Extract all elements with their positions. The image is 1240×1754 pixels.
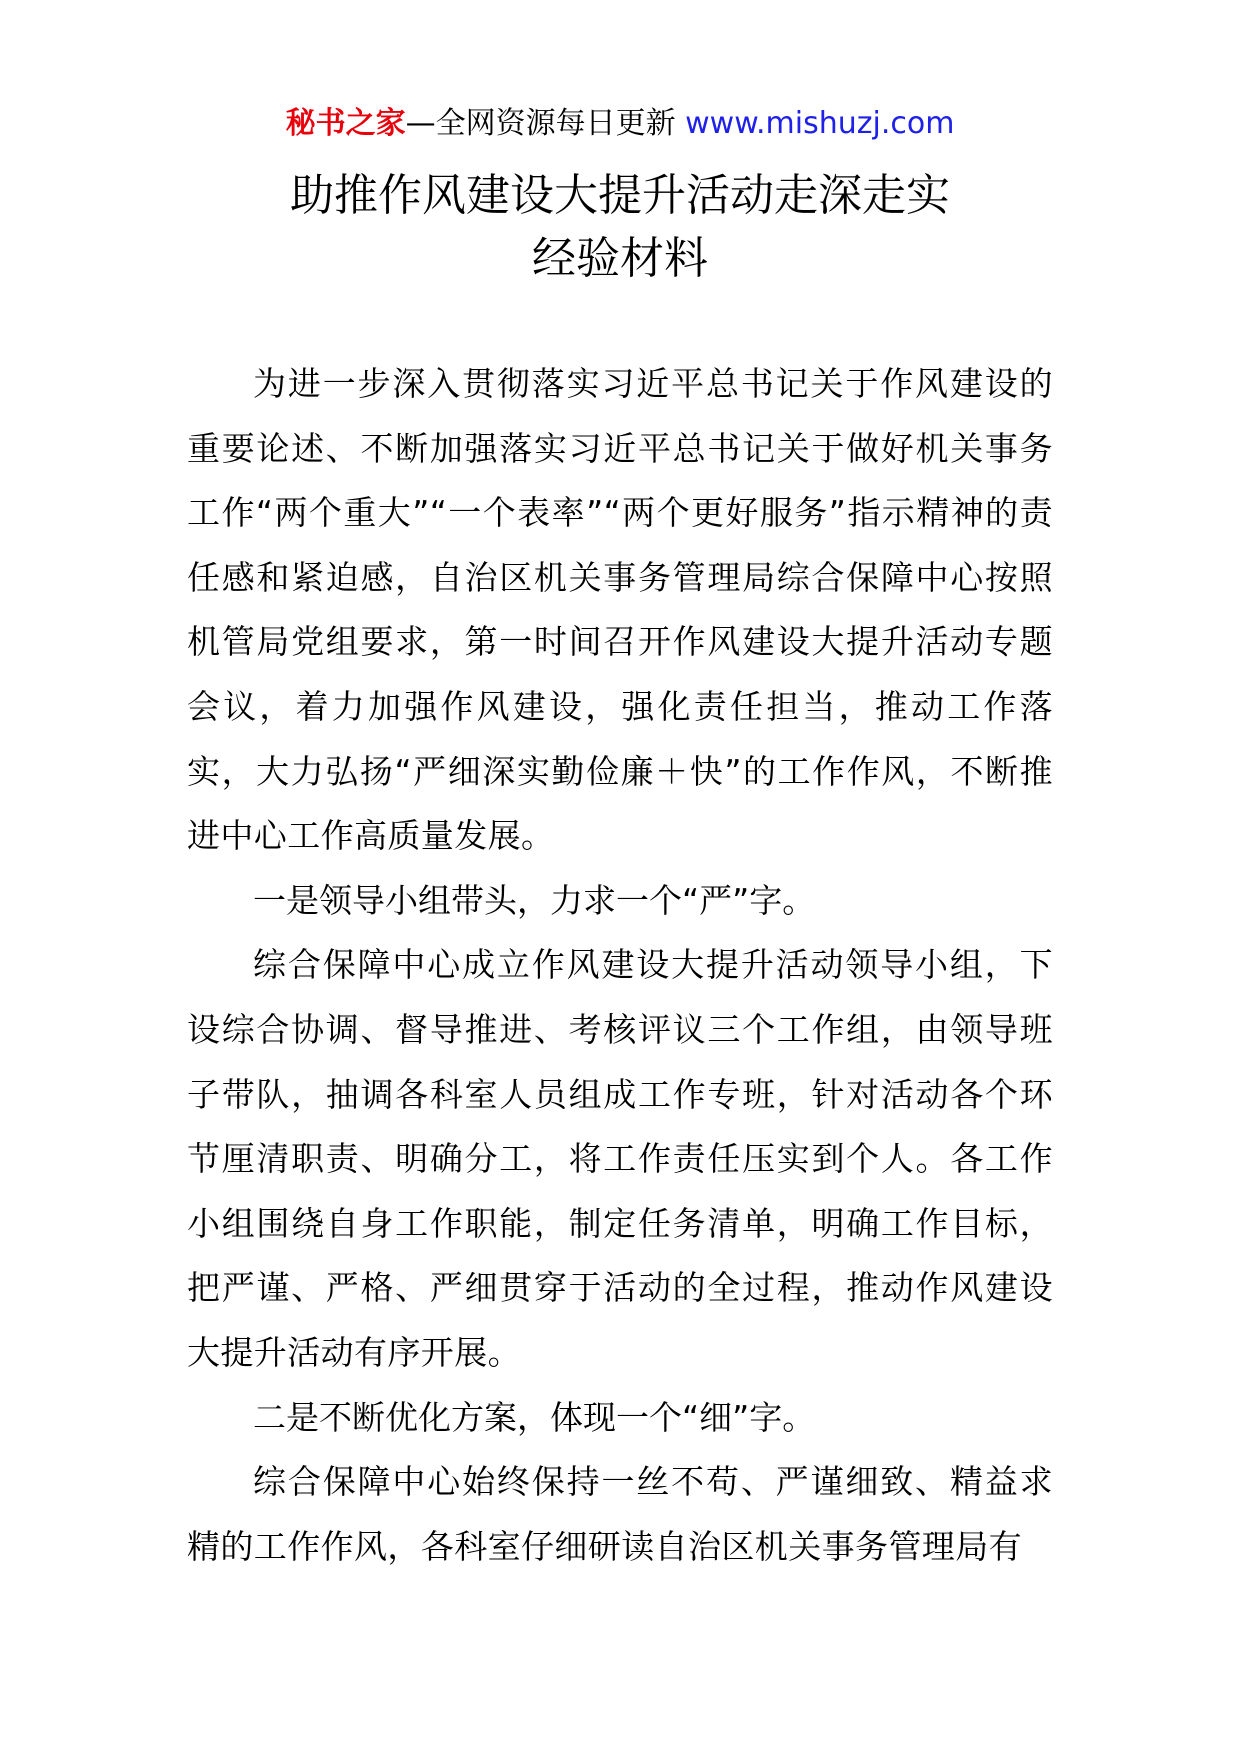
- brand-name: 秘书之家: [285, 106, 406, 141]
- site-header: [0, 102, 1240, 146]
- document-body: [187, 352, 1053, 1579]
- section-1-paragraph: 综合保障中心成立作风建设大提升活动领导小组，下设综合协调、督导推进、考核评议三个工作组，由领导班子带队，抽调各科室人员组成工作专班，针对活动各个环节厘清职责、明确分工，将工作责任压实到个人。各工作小组围绕自身工作职能，制定任务清单，明确工作目标，把严谨、严格、严细贯穿于活动的全过程，推动作风建设大提升活动有序开展。: [187, 945, 1053, 1372]
- document-title-line-1: 助推作风建设大提升活动走深走实: [290, 170, 950, 221]
- intro-paragraph: 为进一步深入贯彻落实习近平总书记关于作风建设的重要论述、不断加强落实习近平总书记关于做好机关事务工作“两个重大”“一个表率”“两个更好服务”指示精神的责任感和紧迫感，自治区机关事务管理局综合保障中心按照机管局党组要求，第一时间召开作风建设大提升活动专题会议，着力加强作风建设，强化责任担当，推动工作落实，大力弘扬“严细深实勤俭廉＋快”的工作作风，不断推进中心工作高质量发展。: [187, 364, 1053, 856]
- site-url-link[interactable]: www.mishuzj.com: [685, 106, 955, 141]
- document-title-line-2: 经验材料: [532, 233, 708, 284]
- section-2-heading: 二是不断优化方案，体现一个“细”字。: [253, 1397, 816, 1437]
- section-1-heading: 一是领导小组带头，力求一个“严”字。: [253, 880, 816, 920]
- site-tagline: —全网资源每日更新: [405, 106, 676, 141]
- section-2-paragraph: 综合保障中心始终保持一丝不苟、严谨细致、精益求精的工作作风，各科室仔细研读自治区机关事务管理局有: [187, 1462, 1053, 1566]
